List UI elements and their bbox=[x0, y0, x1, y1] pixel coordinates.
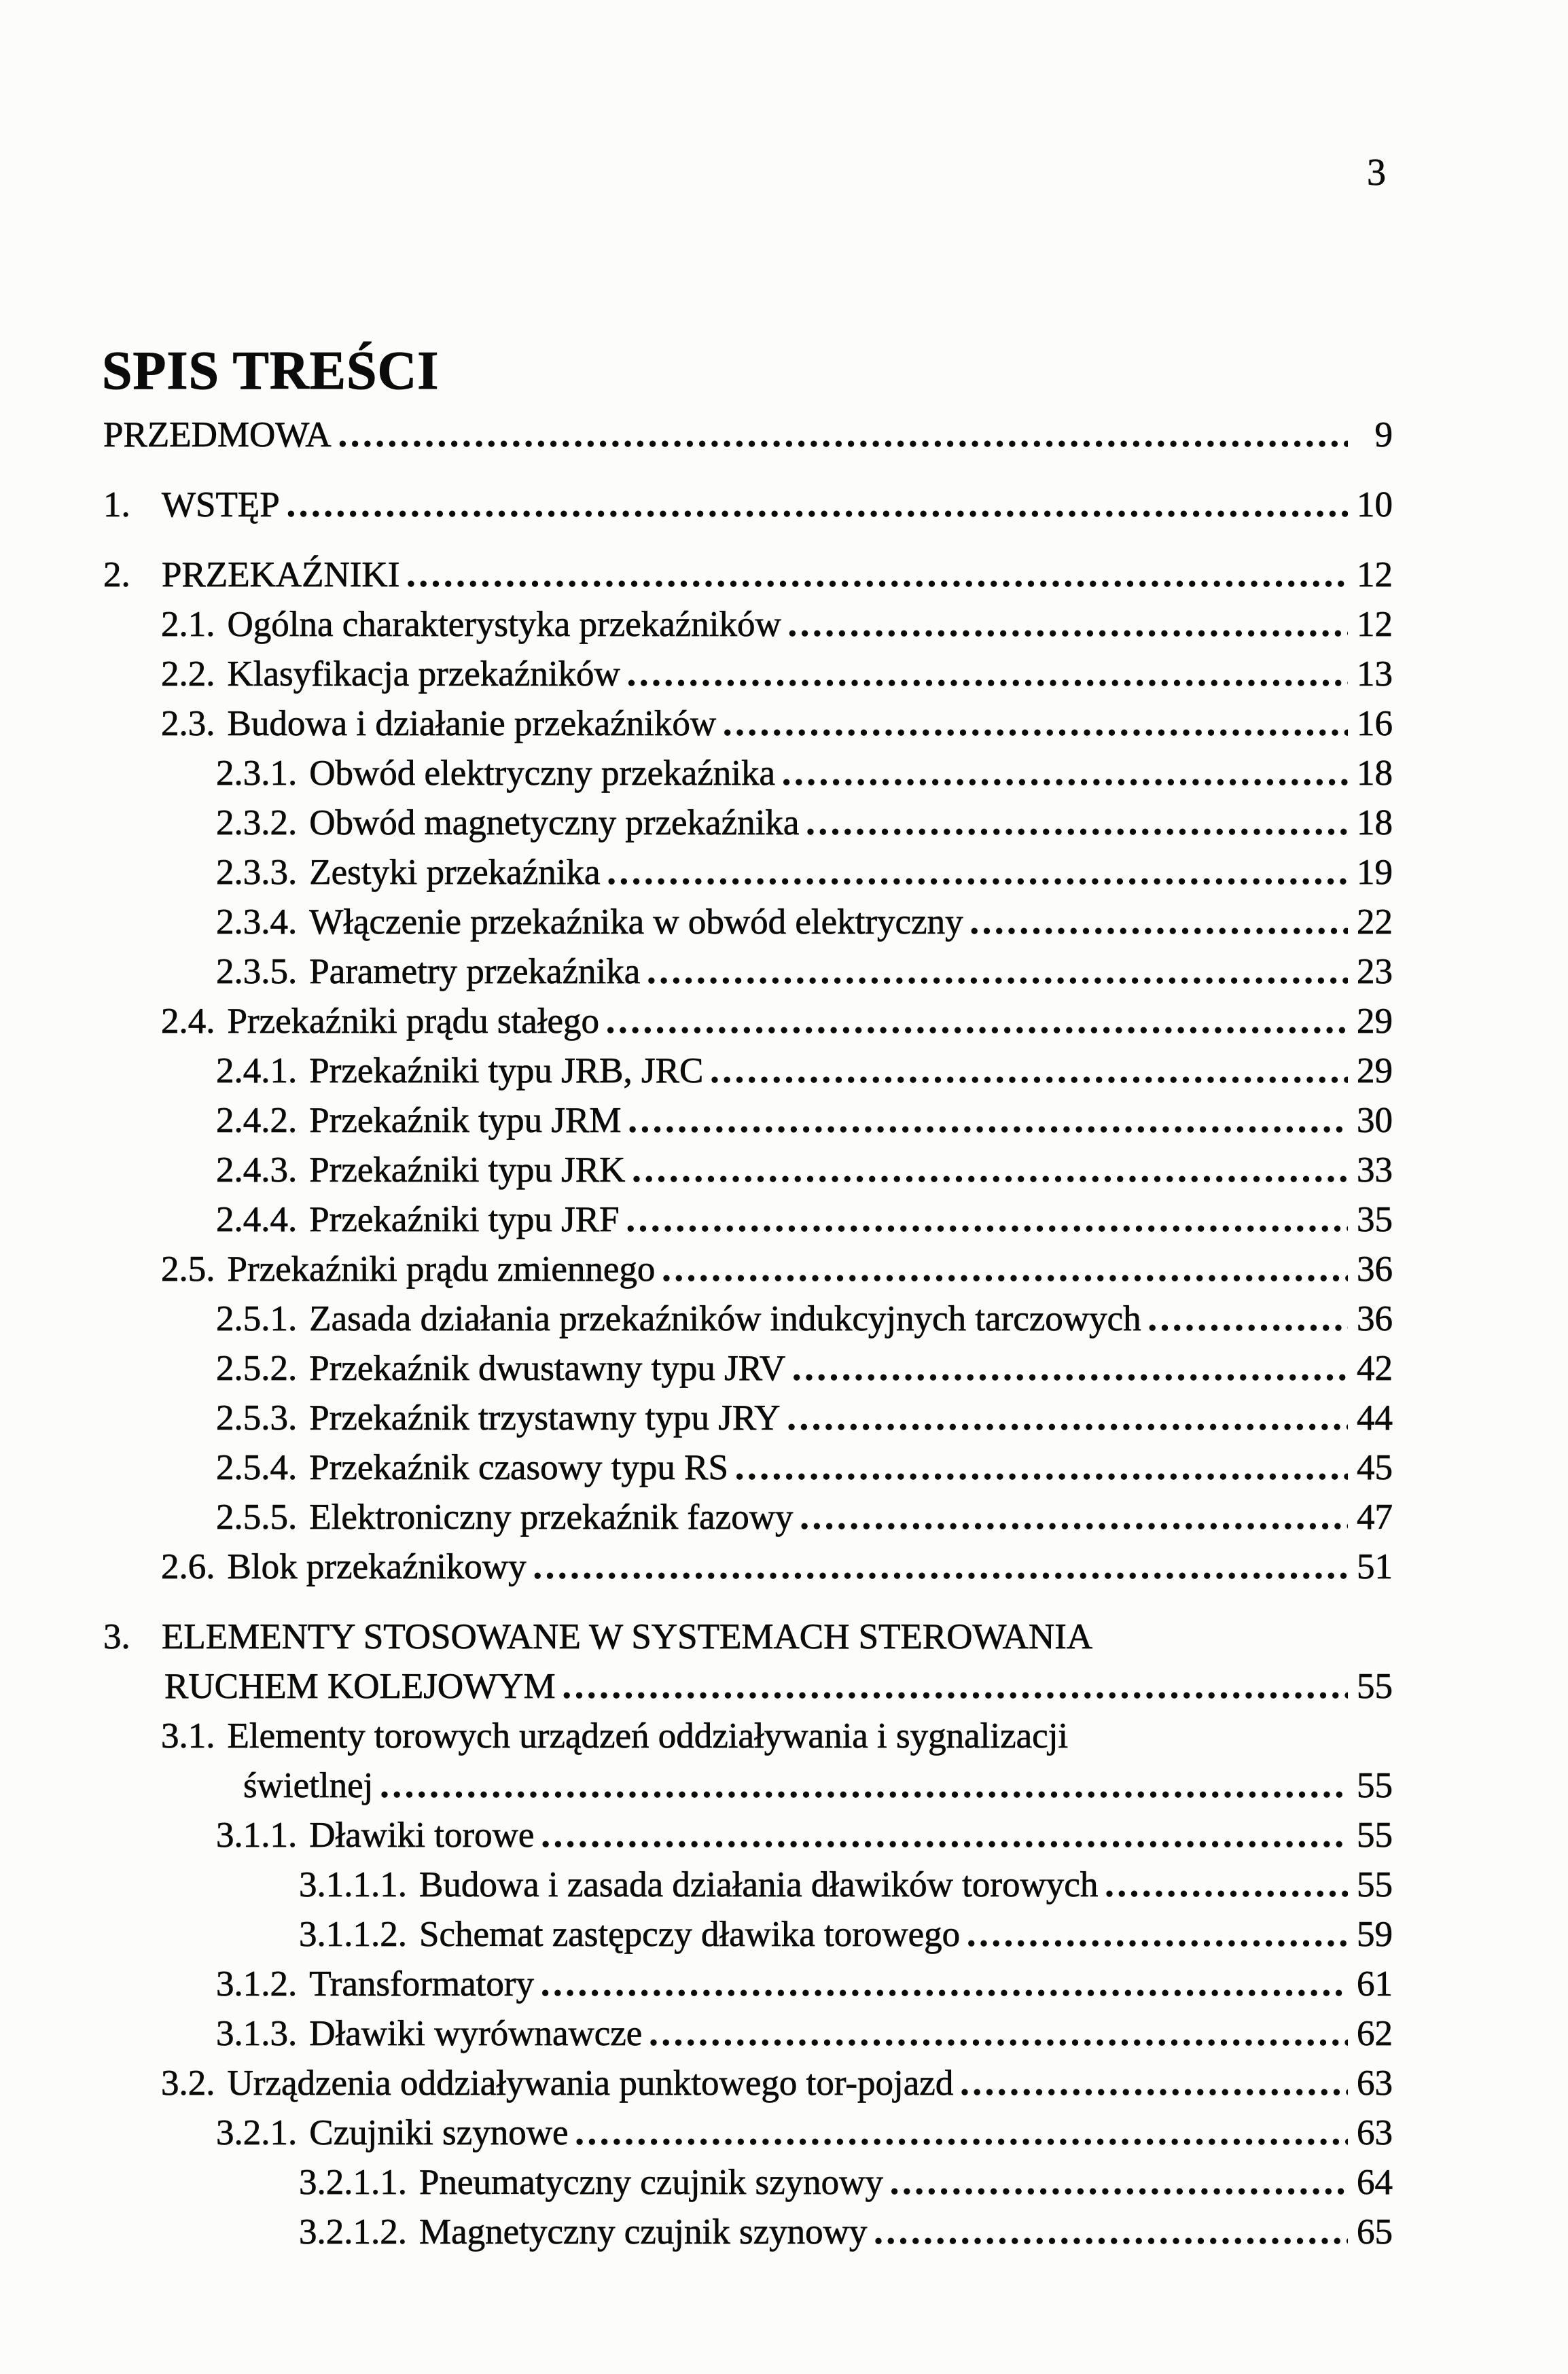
entry-page: 29 bbox=[1357, 1002, 1393, 1041]
toc-entry bbox=[103, 1910, 1393, 1960]
dot-leader bbox=[632, 1146, 1348, 1195]
entry-number: 2.5.5. bbox=[216, 1498, 298, 1537]
entry-page: 63 bbox=[1357, 2113, 1393, 2152]
entry-title: Przekaźniki typu JRF bbox=[309, 1200, 620, 1239]
toc-entry bbox=[103, 749, 1393, 798]
entry-page: 12 bbox=[1357, 555, 1393, 595]
entry-number: 2.3.1. bbox=[216, 754, 298, 793]
dot-leader bbox=[627, 650, 1348, 699]
toc-entry-continuation bbox=[103, 1761, 1393, 1811]
entry-title: Parametry przekaźnika bbox=[309, 952, 641, 991]
entry-page: 61 bbox=[1357, 1964, 1393, 2004]
entry-number: 2.4.4. bbox=[216, 1200, 298, 1239]
toc-entry bbox=[103, 1443, 1393, 1493]
entry-title: Dławiki wyrównawcze bbox=[309, 2014, 643, 2053]
entry-page: 64 bbox=[1357, 2163, 1393, 2202]
entry-page: 23 bbox=[1357, 952, 1393, 991]
toc-entry bbox=[103, 1811, 1393, 1860]
entry-title: Pneumatyczny czujnik szynowy bbox=[419, 2163, 883, 2202]
entry-page: 65 bbox=[1357, 2212, 1393, 2252]
dot-leader bbox=[380, 1761, 1348, 1811]
entry-title: Włączenie przekaźnika w obwód elektryczny bbox=[309, 902, 963, 942]
toc-entry bbox=[103, 2059, 1393, 2108]
entry-title: Transformatory bbox=[309, 1964, 534, 2004]
entry-number: 2.3.4. bbox=[216, 902, 298, 942]
entry-number: 2.4.2. bbox=[216, 1101, 298, 1140]
entry-number: 3.2. bbox=[161, 2063, 215, 2103]
toc-entry bbox=[103, 699, 1393, 749]
toc-list bbox=[103, 410, 1393, 2257]
entry-number: 2.5.3. bbox=[216, 1398, 298, 1438]
dot-leader bbox=[890, 2158, 1348, 2208]
entry-title: Elektroniczny przekaźnik fazowy bbox=[309, 1498, 794, 1537]
toc-entry bbox=[103, 997, 1393, 1046]
entry-title: PRZEKAŹNIKI bbox=[162, 555, 400, 595]
entry-number: 2.3.5. bbox=[216, 952, 298, 991]
entry-number: 2.3.3. bbox=[216, 853, 298, 892]
dot-leader bbox=[723, 699, 1348, 749]
dot-leader bbox=[1105, 1860, 1348, 1910]
entry-title: Przekaźnik czasowy typu RS bbox=[309, 1448, 728, 1487]
entry-number: 2.4. bbox=[161, 1002, 215, 1041]
toc-entry bbox=[103, 2158, 1393, 2208]
entry-number: 3.2.1. bbox=[216, 2113, 298, 2152]
dot-leader bbox=[575, 2108, 1349, 2158]
entry-number: 2.4.1. bbox=[216, 1051, 298, 1091]
entry-title: Schemat zastępczy dławika torowego bbox=[419, 1915, 961, 1954]
entry-title: Przekaźniki prądu stałego bbox=[227, 1002, 599, 1041]
entry-title: Przekaźniki typu JRK bbox=[309, 1150, 626, 1190]
toc-entry bbox=[103, 1860, 1393, 1910]
entry-page: 33 bbox=[1357, 1150, 1393, 1190]
entry-number: 3.1.3. bbox=[216, 2014, 298, 2053]
dot-leader bbox=[406, 550, 1348, 600]
toc-entry bbox=[103, 1245, 1393, 1294]
dot-leader bbox=[541, 1960, 1348, 2009]
dot-leader bbox=[533, 1542, 1348, 1592]
dot-leader bbox=[792, 1344, 1348, 1394]
entry-number: 1. bbox=[103, 485, 130, 525]
entry-page: 45 bbox=[1357, 1448, 1393, 1487]
entry-title: ELEMENTY STOSOWANE W SYSTEMACH STEROWANIA bbox=[162, 1617, 1093, 1657]
entry-title: WSTĘP bbox=[162, 485, 280, 525]
dot-leader bbox=[874, 2208, 1348, 2257]
toc-entry bbox=[103, 550, 1393, 600]
entry-title: Przekaźnik typu JRM bbox=[309, 1101, 622, 1140]
entry-page: 10 bbox=[1357, 485, 1393, 525]
toc-entry bbox=[103, 480, 1393, 530]
entry-page: 62 bbox=[1357, 2014, 1393, 2053]
toc-entry bbox=[103, 1096, 1393, 1146]
entry-title: Budowa i zasada działania dławików torowych bbox=[419, 1865, 1099, 1904]
entry-title: Czujniki szynowe bbox=[309, 2113, 569, 2152]
entry-number: 3.1.2. bbox=[216, 1964, 298, 2004]
dot-leader bbox=[607, 848, 1348, 898]
toc-entry bbox=[103, 1146, 1393, 1195]
entry-title: Przekaźnik trzystawny typu JRY bbox=[309, 1398, 781, 1438]
entry-page: 55 bbox=[1357, 1865, 1393, 1904]
dot-leader bbox=[628, 1096, 1348, 1146]
dot-leader bbox=[735, 1443, 1348, 1493]
entry-page: 55 bbox=[1357, 1667, 1393, 1706]
entry-title: świetlnej bbox=[243, 1766, 374, 1805]
entry-title: Budowa i działanie przekaźników bbox=[227, 704, 717, 743]
entry-title: Urządzenia oddziaływania punktowego tor-pojazd bbox=[227, 2063, 954, 2103]
entry-number: 2. bbox=[103, 555, 130, 595]
page-title: SPIS TREŚCI bbox=[102, 340, 440, 401]
entry-page: 30 bbox=[1357, 1101, 1393, 1140]
entry-title: Zasada działania przekaźników indukcyjnych tarczowych bbox=[309, 1299, 1141, 1339]
entry-page: 51 bbox=[1357, 1547, 1393, 1587]
entry-page: 22 bbox=[1357, 902, 1393, 942]
toc-entry bbox=[103, 1493, 1393, 1542]
toc-entry bbox=[103, 1612, 1393, 1662]
entry-title: Przekaźnik dwustawny typu JRV bbox=[309, 1349, 786, 1388]
dot-leader bbox=[960, 2059, 1348, 2108]
entry-title: Magnetyczny czujnik szynowy bbox=[419, 2212, 868, 2252]
entry-number: 2.3. bbox=[161, 704, 215, 743]
dot-leader bbox=[606, 997, 1348, 1046]
toc-entry-continuation bbox=[103, 1662, 1393, 1712]
entry-page: 12 bbox=[1357, 605, 1393, 644]
entry-page: 42 bbox=[1357, 1349, 1393, 1388]
dot-leader bbox=[806, 798, 1348, 848]
toc-entry bbox=[103, 848, 1393, 898]
toc-entry bbox=[103, 2208, 1393, 2257]
entry-page: 55 bbox=[1357, 1815, 1393, 1855]
entry-number: 2.3.2. bbox=[216, 803, 298, 843]
entry-number: 3. bbox=[103, 1617, 130, 1657]
toc-entry bbox=[103, 898, 1393, 947]
entry-number: 2.4.3. bbox=[216, 1150, 298, 1190]
dot-leader bbox=[287, 480, 1348, 530]
dot-leader bbox=[563, 1662, 1348, 1712]
toc-entry bbox=[103, 1960, 1393, 2009]
entry-title: Elementy torowych urządzeń oddziaływania i sygnalizacji bbox=[227, 1716, 1069, 1756]
dot-leader bbox=[662, 1245, 1348, 1294]
dot-leader bbox=[787, 1394, 1348, 1443]
entry-title: Obwód magnetyczny przekaźnika bbox=[309, 803, 800, 843]
toc-entry bbox=[103, 2009, 1393, 2059]
dot-leader bbox=[970, 898, 1348, 947]
entry-page: 13 bbox=[1357, 654, 1393, 694]
toc-entry bbox=[103, 1294, 1393, 1344]
entry-title: Przekaźniki prądu zmiennego bbox=[227, 1250, 656, 1289]
dot-leader bbox=[967, 1910, 1348, 1960]
dot-leader bbox=[541, 1811, 1348, 1860]
entry-number: 2.1. bbox=[161, 605, 215, 644]
entry-page: 18 bbox=[1357, 754, 1393, 793]
entry-page: 36 bbox=[1357, 1250, 1393, 1289]
dot-leader bbox=[626, 1195, 1348, 1245]
entry-page: 16 bbox=[1357, 704, 1393, 743]
toc-entry bbox=[103, 1394, 1393, 1443]
dot-leader bbox=[649, 2009, 1348, 2059]
entry-title: Klasyfikacja przekaźników bbox=[227, 654, 620, 694]
dot-leader bbox=[1148, 1294, 1348, 1344]
dot-leader bbox=[710, 1046, 1348, 1096]
toc-entry bbox=[103, 1542, 1393, 1592]
entry-number: 2.6. bbox=[161, 1547, 215, 1587]
toc-entry bbox=[103, 798, 1393, 848]
entry-number: 2.5.4. bbox=[216, 1448, 298, 1487]
entry-title: RUCHEM KOLEJOWYM bbox=[164, 1667, 556, 1706]
entry-number: 2.5.1. bbox=[216, 1299, 298, 1339]
entry-number: 3.1.1.2. bbox=[299, 1915, 407, 1954]
entry-title: Blok przekaźnikowy bbox=[227, 1547, 527, 1587]
entry-page: 44 bbox=[1357, 1398, 1393, 1438]
dot-leader bbox=[338, 410, 1348, 460]
toc-entry bbox=[103, 1046, 1393, 1096]
entry-page: 19 bbox=[1357, 853, 1393, 892]
entry-page: 36 bbox=[1357, 1299, 1393, 1339]
entry-number: 2.5.2. bbox=[216, 1349, 298, 1388]
toc-entry bbox=[103, 600, 1393, 650]
entry-page: 59 bbox=[1357, 1915, 1393, 1954]
entry-page: 63 bbox=[1357, 2063, 1393, 2103]
dot-leader bbox=[647, 947, 1348, 997]
entry-page: 18 bbox=[1357, 803, 1393, 843]
entry-number: 3.1.1. bbox=[216, 1815, 298, 1855]
dot-leader bbox=[800, 1493, 1348, 1542]
entry-number: 2.2. bbox=[161, 654, 215, 694]
entry-number: 3.1. bbox=[161, 1716, 215, 1756]
entry-number: 3.2.1.1. bbox=[299, 2163, 407, 2202]
page-number: 3 bbox=[1367, 152, 1386, 194]
toc-entry bbox=[103, 410, 1393, 460]
toc-entry bbox=[103, 1195, 1393, 1245]
toc-entry bbox=[103, 1712, 1393, 1761]
entry-page: 29 bbox=[1357, 1051, 1393, 1091]
entry-title: PRZEDMOWA bbox=[103, 415, 332, 455]
entry-page: 55 bbox=[1357, 1766, 1393, 1805]
toc-entry bbox=[103, 947, 1393, 997]
entry-title: Przekaźniki typu JRB, JRC bbox=[309, 1051, 704, 1091]
entry-title: Ogólna charakterystyka przekaźników bbox=[227, 605, 781, 644]
entry-title: Zestyki przekaźnika bbox=[309, 853, 601, 892]
entry-page: 9 bbox=[1374, 415, 1393, 455]
toc-entry bbox=[103, 1344, 1393, 1394]
toc-entry bbox=[103, 2108, 1393, 2158]
entry-number: 3.2.1.2. bbox=[299, 2212, 407, 2252]
entry-number: 2.5. bbox=[161, 1250, 215, 1289]
dot-leader bbox=[782, 749, 1348, 798]
entry-number: 3.1.1.1. bbox=[299, 1865, 407, 1904]
entry-page: 47 bbox=[1357, 1498, 1393, 1537]
toc-entry bbox=[103, 650, 1393, 699]
entry-title: Obwód elektryczny przekaźnika bbox=[309, 754, 775, 793]
entry-page: 35 bbox=[1357, 1200, 1393, 1239]
entry-title: Dławiki torowe bbox=[309, 1815, 535, 1855]
dot-leader bbox=[788, 600, 1348, 650]
